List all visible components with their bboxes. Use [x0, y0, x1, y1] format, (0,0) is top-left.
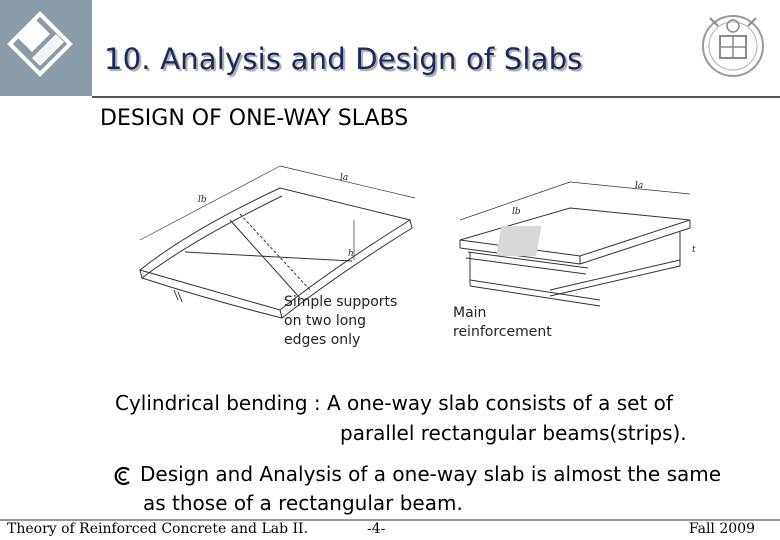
right-dim-t: t [692, 245, 696, 255]
right-dim-la: la [635, 181, 644, 191]
left-figure-caption: Simple supports on two long edges only [284, 294, 398, 348]
university-seal-icon [698, 8, 768, 80]
left-dim-h: h [348, 249, 354, 259]
geometric-logo-icon [6, 8, 76, 78]
right-slab-drawing [460, 182, 690, 306]
left-dim-lb: lb [198, 195, 207, 205]
body-line-4: as those of a rectangular beam. [143, 491, 463, 515]
left-dim-la: la [340, 173, 349, 183]
footer-term: Fall 2009 [688, 521, 755, 537]
header-side-bar [0, 0, 92, 96]
page-title: 10. Analysis and Design of Slabs [104, 42, 583, 76]
slab-figure [130, 160, 710, 360]
section-heading: DESIGN OF ONE-WAY SLABS [100, 106, 409, 131]
footer-course: Theory of Reinforced Concrete and Lab II. [7, 521, 309, 537]
right-dim-lb: lb [512, 207, 521, 217]
footer-page-number: -4- [367, 521, 386, 537]
title-divider [92, 96, 780, 98]
body-line-3: Design and Analysis of a one-way slab is almost the same [140, 462, 722, 486]
c-bullet-icon [113, 465, 133, 487]
body-line-2: parallel rectangular beams(strips). [340, 421, 687, 445]
body-line-1: Cylindrical bending : A one-way slab consists of a set of [115, 391, 673, 415]
right-figure-caption: Main reinforcement [453, 305, 552, 340]
